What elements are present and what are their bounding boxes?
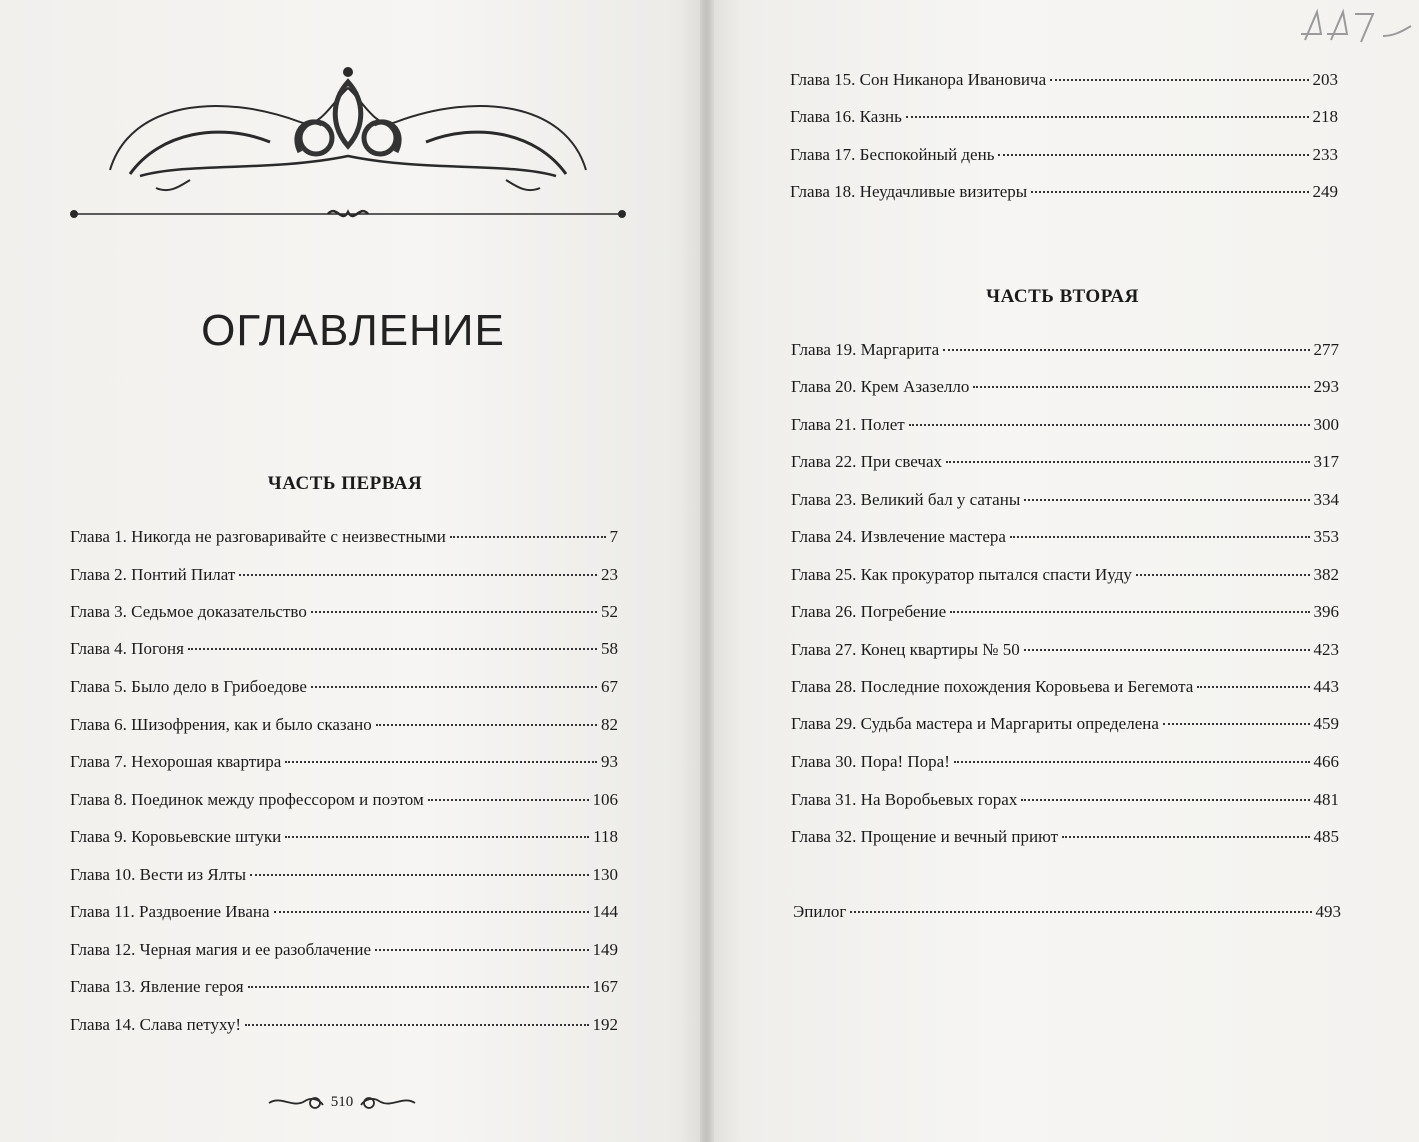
leader-dots <box>954 761 1310 763</box>
toc-entry-label: Эпилог <box>793 902 847 921</box>
toc-entry-page: 353 <box>1313 527 1339 546</box>
leader-dots <box>274 911 589 913</box>
toc-entry-page: 466 <box>1313 752 1339 771</box>
leader-dots <box>1136 574 1310 576</box>
leader-dots <box>376 724 597 726</box>
toc-entry-label: Глава 19. Маргарита <box>791 340 940 359</box>
leader-dots <box>1163 723 1310 725</box>
toc-entry-right-7[interactable] <box>791 565 1339 585</box>
toc-entry-label: Глава 18. Неудачливые визитеры <box>790 182 1028 201</box>
leader-dots <box>1062 836 1310 838</box>
toc-entry-label: Глава 8. Поединок между профессором и поэтом <box>70 790 424 809</box>
toc-entry-right-top-2[interactable] <box>790 107 1338 127</box>
leader-dots <box>250 874 588 876</box>
toc-entry-right-13[interactable] <box>791 790 1339 810</box>
leader-dots <box>850 911 1311 913</box>
toc-entry-page: 144 <box>592 902 618 921</box>
contents-title: ОГЛАВЛЕНИЕ <box>201 306 505 355</box>
toc-entry-label: Глава 26. Погребение <box>791 602 947 621</box>
leader-dots <box>188 648 597 650</box>
toc-entry-right-8[interactable] <box>791 602 1339 622</box>
toc-entry-right-top-4[interactable] <box>790 182 1338 202</box>
toc-entry-left-13[interactable] <box>70 977 618 997</box>
toc-entry-label: Глава 3. Седьмое доказательство <box>70 602 307 621</box>
toc-entry-label: Глава 31. На Воробьевых горах <box>791 790 1018 809</box>
folio-flourish-left-icon <box>267 1091 325 1113</box>
leader-dots <box>943 349 1309 351</box>
leader-dots <box>311 686 597 688</box>
toc-entry-page: 82 <box>601 715 618 734</box>
toc-entry-right-6[interactable] <box>791 527 1339 547</box>
toc-entry-page: 233 <box>1312 145 1338 164</box>
toc-entry-page: 7 <box>609 527 618 546</box>
toc-entry-label: Глава 23. Великий бал у сатаны <box>791 490 1021 509</box>
leader-dots <box>1197 686 1309 688</box>
page-folio <box>262 1088 422 1116</box>
leader-dots <box>909 424 1310 426</box>
toc-entry-right-2[interactable] <box>791 377 1339 397</box>
toc-entry-right-10[interactable] <box>791 677 1339 697</box>
toc-entry-page: 167 <box>592 977 618 996</box>
header-ornament <box>70 62 626 230</box>
leader-dots <box>248 986 589 988</box>
toc-entry-left-2[interactable] <box>70 565 618 585</box>
toc-entry-left-12[interactable] <box>70 940 618 960</box>
toc-entry-page: 300 <box>1313 415 1339 434</box>
toc-entry-label: Глава 13. Явление героя <box>70 977 244 996</box>
toc-entry-page: 52 <box>601 602 618 621</box>
toc-entry-left-10[interactable] <box>70 865 618 885</box>
leader-dots <box>239 574 597 576</box>
leader-dots <box>998 154 1308 156</box>
toc-entry-page: 493 <box>1315 902 1341 921</box>
toc-entry-page: 106 <box>592 790 618 809</box>
toc-entry-label: Глава 25. Как прокуратор пытался спасти Иуду <box>791 565 1132 584</box>
leader-dots <box>375 949 588 951</box>
leader-dots <box>1031 191 1308 193</box>
toc-entry-label: Глава 29. Судьба мастера и Маргариты определена <box>791 714 1159 733</box>
toc-entry-page: 203 <box>1312 70 1338 89</box>
folio-flourish-right-icon <box>359 1091 417 1113</box>
book-gutter <box>700 0 714 1142</box>
toc-entry-label: Глава 20. Крем Азазелло <box>791 377 970 396</box>
leader-dots <box>950 611 1309 613</box>
toc-entry-label: Глава 2. Понтий Пилат <box>70 565 236 584</box>
toc-entry-page: 130 <box>592 865 618 884</box>
toc-entry-label: Глава 17. Беспокойный день <box>790 145 995 164</box>
leader-dots <box>450 536 606 538</box>
toc-entry-label: Глава 12. Черная магия и ее разоблачение <box>70 940 372 959</box>
leader-dots <box>311 611 597 613</box>
toc-entry-epilogue[interactable] <box>793 902 1341 922</box>
toc-entry-right-3[interactable] <box>791 415 1339 435</box>
toc-entry-right-top-1[interactable] <box>790 70 1338 90</box>
toc-entry-right-9[interactable] <box>791 640 1339 660</box>
toc-entry-page: 293 <box>1313 377 1339 396</box>
toc-entry-right-4[interactable] <box>791 452 1339 472</box>
leader-dots <box>428 799 589 801</box>
leader-dots <box>285 761 597 763</box>
toc-entry-label: Глава 16. Казнь <box>790 107 902 126</box>
leader-dots <box>946 461 1310 463</box>
toc-entry-page: 382 <box>1313 565 1339 584</box>
toc-entry-label: Глава 14. Слава петуху! <box>70 1015 242 1034</box>
toc-entry-label: Глава 5. Было дело в Грибоедове <box>70 677 307 696</box>
toc-entry-page: 149 <box>592 940 618 959</box>
leader-dots <box>1024 499 1309 501</box>
toc-entry-left-9[interactable] <box>70 827 618 847</box>
toc-entry-left-4[interactable] <box>70 639 618 659</box>
leader-dots <box>973 386 1309 388</box>
toc-entry-left-5[interactable] <box>70 677 618 697</box>
toc-entry-page: 93 <box>601 752 618 771</box>
leader-dots <box>1021 799 1309 801</box>
toc-entry-label: Глава 1. Никогда не разговаривайте с неизвестными <box>70 527 446 546</box>
toc-entry-label: Глава 22. При свечах <box>791 452 942 471</box>
toc-entry-page: 423 <box>1313 640 1339 659</box>
toc-entry-page: 459 <box>1313 714 1339 733</box>
handwritten-mark <box>1295 6 1415 46</box>
toc-entry-label: Глава 30. Пора! Пора! <box>791 752 950 771</box>
toc-entry-label: Глава 9. Коровьевские штуки <box>70 827 282 846</box>
toc-entry-left-11[interactable] <box>70 902 618 922</box>
toc-entry-page: 67 <box>601 677 618 696</box>
toc-entry-left-6[interactable] <box>70 715 618 735</box>
toc-entry-label: Глава 7. Нехорошая квартира <box>70 752 282 771</box>
toc-entry-page: 218 <box>1312 107 1338 126</box>
toc-entry-left-8[interactable] <box>70 790 618 810</box>
toc-entry-label: Глава 27. Конец квартиры № 50 <box>791 640 1020 659</box>
toc-entry-page: 481 <box>1313 790 1339 809</box>
toc-entry-page: 396 <box>1313 602 1339 621</box>
part-two-heading: ЧАСТЬ ВТОРАЯ <box>986 286 1139 307</box>
part-one-heading: ЧАСТЬ ПЕРВАЯ <box>267 473 423 494</box>
toc-entry-page: 249 <box>1312 182 1338 201</box>
leader-dots <box>245 1024 588 1026</box>
toc-entry-left-3[interactable] <box>70 602 618 622</box>
toc-entry-label: Глава 24. Извлечение мастера <box>791 527 1006 546</box>
leader-dots <box>906 116 1309 118</box>
toc-entry-right-14[interactable] <box>791 827 1339 847</box>
toc-entry-left-7[interactable] <box>70 752 618 772</box>
toc-entry-right-5[interactable] <box>791 490 1339 510</box>
toc-entry-page: 443 <box>1313 677 1339 696</box>
toc-entry-right-11[interactable] <box>791 714 1339 734</box>
toc-entry-page: 277 <box>1313 340 1339 359</box>
toc-entry-label: Глава 11. Раздвоение Ивана <box>70 902 270 921</box>
toc-entry-label: Глава 15. Сон Никанора Ивановича <box>790 70 1047 89</box>
leader-dots <box>285 836 589 838</box>
leader-dots <box>1050 79 1308 81</box>
page-number: 510 <box>330 1093 354 1110</box>
leader-dots <box>1024 649 1310 651</box>
toc-entry-right-12[interactable] <box>791 752 1339 772</box>
toc-entry-page: 23 <box>601 565 618 584</box>
toc-entry-label: Глава 6. Шизофрения, как и было сказано <box>70 715 372 734</box>
toc-entry-page: 485 <box>1313 827 1339 846</box>
toc-entry-page: 334 <box>1313 490 1339 509</box>
toc-entry-page: 118 <box>593 827 618 846</box>
leader-dots <box>1010 536 1310 538</box>
toc-entry-left-1[interactable] <box>70 527 618 547</box>
toc-entry-right-1[interactable] <box>791 340 1339 360</box>
toc-entry-label: Глава 21. Полет <box>791 415 905 434</box>
toc-entry-page: 58 <box>601 639 618 658</box>
toc-entry-label: Глава 4. Погоня <box>70 639 184 658</box>
toc-entry-page: 317 <box>1313 452 1339 471</box>
toc-entry-label: Глава 28. Последние похождения Коровьева и Бегемота <box>791 677 1194 696</box>
toc-entry-right-top-3[interactable] <box>790 145 1338 165</box>
toc-entry-page: 192 <box>592 1015 618 1034</box>
toc-entry-left-14[interactable] <box>70 1015 618 1035</box>
toc-entry-label: Глава 10. Вести из Ялты <box>70 865 247 884</box>
toc-entry-label: Глава 32. Прощение и вечный приют <box>791 827 1058 846</box>
